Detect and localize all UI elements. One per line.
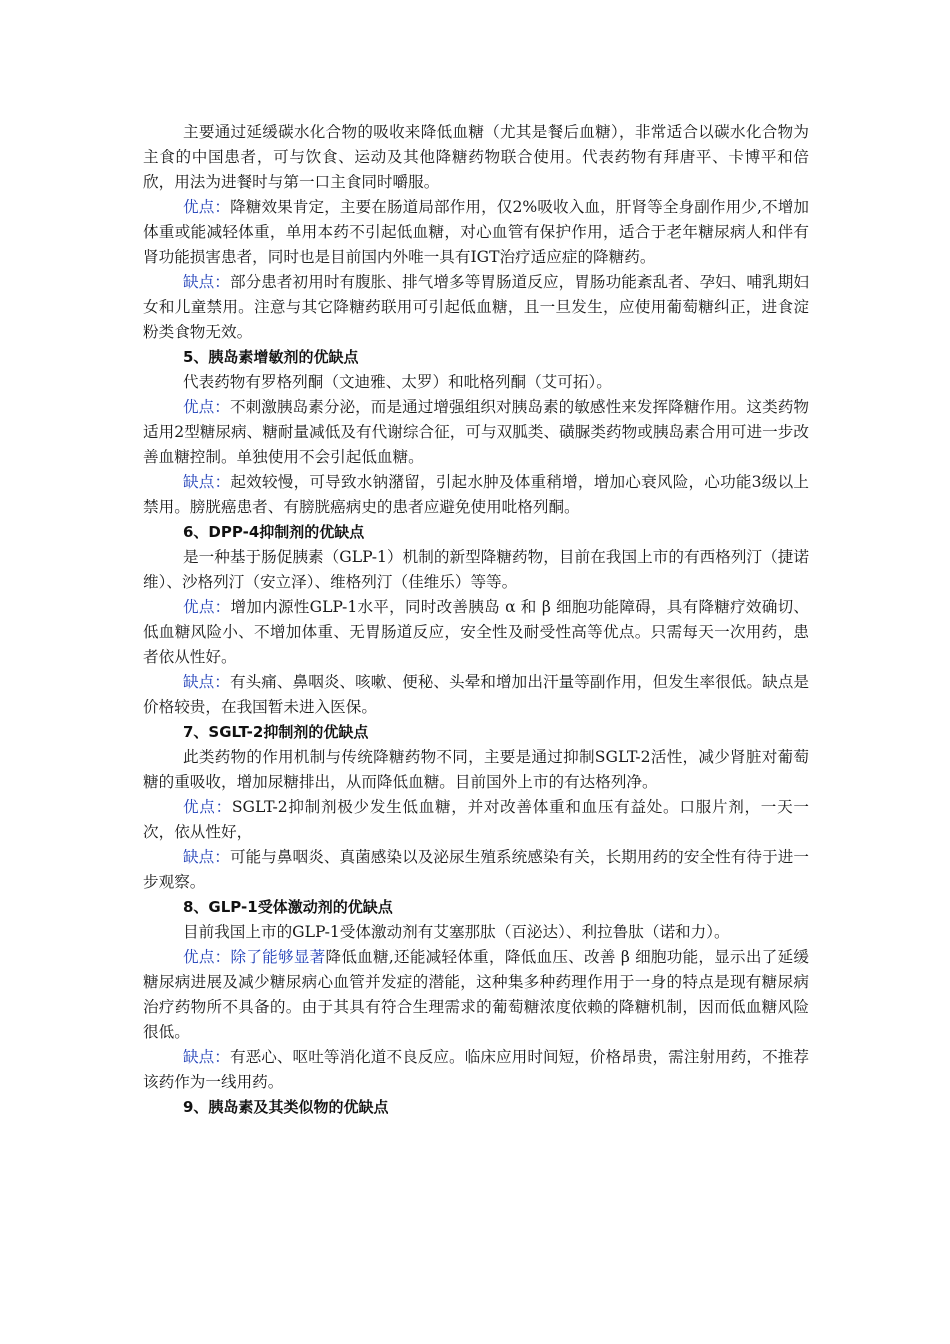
document-page <box>143 120 809 1120</box>
cons-text: 部分患者初用时有腹胀、排气增多等胃肠道反应，胃肠功能紊乱者、孕妇、哺乳期妇女和儿童禁用。注意与其它降糖药联用可引起低血糖，且一旦发生，应使用葡萄糖纠正，进食淀粉类食物无效。 <box>143 273 809 341</box>
section-6-cons <box>143 670 809 720</box>
section-7-paragraph: 此类药物的作用机制与传统降糖药物不同，主要是通过抑制SGLT-2活性，减少肾脏对葡萄糖的重吸收，增加尿糖排出，从而降低血糖。目前国外上市的有达格列净。 <box>143 748 809 791</box>
section-6-heading: 6、DPP-4抑制剂的优缺点 <box>183 523 365 541</box>
section-7-heading: 7、SGLT-2抑制剂的优缺点 <box>183 723 369 741</box>
intro-paragraph: 主要通过延缓碳水化合物的吸收来降低血糖（尤其是餐后血糖），非常适合以碳水化合物为主食的中国患者，可与饮食、运动及其他降糖药物联合使用。代表药物有拜唐平、卡博平和倍欣，用法为进餐时与第一口主食同时嚼服。 <box>143 123 809 191</box>
section-7-cons <box>143 845 809 895</box>
section-6-paragraph: 是一种基于肠促胰素（GLP-1）机制的新型降糖药物，目前在我国上市的有西格列汀（捷诺维）、沙格列汀（安立泽）、维格列汀（佳维乐）等等。 <box>143 548 809 591</box>
pros-text: 降糖效果肯定，主要在肠道局部作用，仅2%吸收入血，肝肾等全身副作用少,不增加体重或能减轻体重，单用本药不引起低血糖，对心血管有保护作用，适合于老年糖尿病人和伴有肾功能损害患者，同时也是目前国内外唯一具有IGT治疗适应症的降糖药。 <box>143 198 809 266</box>
cons-label: 缺点： <box>183 473 231 491</box>
section-8-heading: 8、GLP-1受体激动剂的优缺点 <box>183 898 393 916</box>
intro-cons <box>143 270 809 345</box>
cons-label: 缺点： <box>183 673 230 691</box>
cons-text: 有恶心、呕吐等消化道不良反应。临床应用时间短，价格昂贵，需注射用药，不推荐该药作为一线用药。 <box>143 1048 809 1091</box>
pros-text: 降低血糖,还能减轻体重，降低血压、改善 β 细胞功能，显示出了延缓糖尿病进展及减少糖尿病心血管并发症的潜能，这种集多种药理作用于一身的特点是现有糖尿病治疗药物所不具备的。由于其具有符合生理需求的葡萄糖浓度依赖的降糖机制，因而低血糖风险很低。 <box>143 948 809 1041</box>
section-5-heading: 5、胰岛素增敏剂的优缺点 <box>183 348 359 366</box>
pros-text: 增加内源性GLP-1水平，同时改善胰岛 α 和 β 细胞功能障碍，具有降糖疗效确切、低血糖风险小、不增加体重、无胃肠道反应，安全性及耐受性高等优点。只需每天一次用药，患者依从性好。 <box>143 598 809 666</box>
section-8-pros <box>143 945 809 1045</box>
pros-label: 优点： <box>183 948 231 966</box>
section-5-cons <box>143 470 809 520</box>
cons-text: 有头痛、鼻咽炎、咳嗽、便秘、头晕和增加出汗量等副作用，但发生率很低。缺点是价格较贵，在我国暂未进入医保。 <box>143 673 809 716</box>
pros-label: 优点： <box>183 198 231 216</box>
cons-label: 缺点： <box>183 848 230 866</box>
cons-text: 可能与鼻咽炎、真菌感染以及泌尿生殖系统感染有关，长期用药的安全性有待于进一步观察。 <box>143 848 809 891</box>
cons-label: 缺点： <box>183 1048 230 1066</box>
section-5-pros <box>143 395 809 470</box>
pros-text: SGLT-2抑制剂极少发生低血糖，并对改善体重和血压有益处。口服片剂，一天一次，依从性好， <box>143 798 809 841</box>
section-7-pros <box>143 795 809 845</box>
pros-label: 优点： <box>183 598 231 616</box>
pros-label: 优点： <box>183 798 232 816</box>
intro-pros <box>143 195 809 270</box>
section-9-heading: 9、胰岛素及其类似物的优缺点 <box>183 1098 389 1116</box>
pros-text: 不刺激胰岛素分泌，而是通过增强组织对胰岛素的敏感性来发挥降糖作用。这类药物适用2型糖尿病、糖耐量减低及有代谢综合征，可与双胍类、磺脲类药物或胰岛素合用可进一步改善血糖控制。单独使用不会引起低血糖。 <box>143 398 809 466</box>
section-6-pros <box>143 595 809 670</box>
section-8-paragraph: 目前我国上市的GLP-1受体激动剂有艾塞那肽（百泌达）、利拉鲁肽（诺和力）。 <box>183 923 730 941</box>
cons-label: 缺点： <box>183 273 230 291</box>
cons-text: 起效较慢，可导致水钠潴留，引起水肿及体重稍增，增加心衰风险，心功能3级以上禁用。膀胱癌患者、有膀胱癌病史的患者应避免使用吡格列酮。 <box>143 473 809 516</box>
pros-label: 优点： <box>183 398 230 416</box>
section-5-paragraph: 代表药物有罗格列酮（文迪雅、太罗）和吡格列酮（艾可拓）。 <box>183 373 612 391</box>
section-8-cons <box>143 1045 809 1095</box>
pros-highlight: 除了能够显著 <box>230 948 326 966</box>
